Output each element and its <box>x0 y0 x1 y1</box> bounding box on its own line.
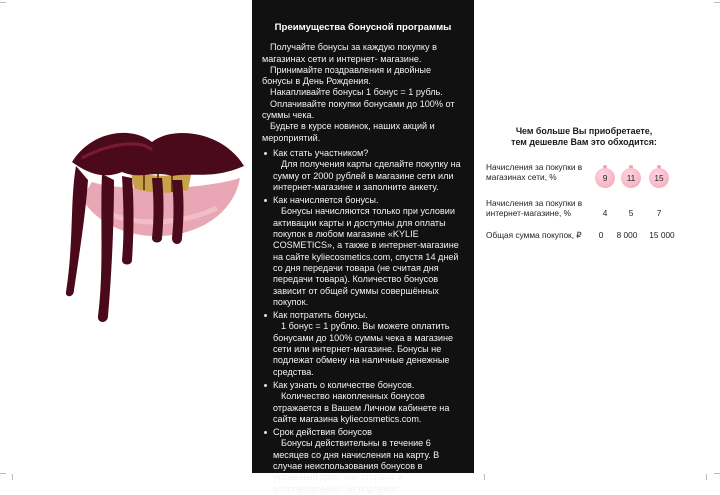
faq-list <box>262 148 464 495</box>
rate-value: 8 000 <box>616 230 638 240</box>
crop-mark <box>706 474 707 480</box>
bullet-icon <box>264 199 267 202</box>
bonus-rates-table <box>484 126 684 258</box>
rate-value: 5 <box>628 208 634 218</box>
faq-question: Как стать участником? <box>273 147 369 158</box>
rate-value: 0 <box>598 230 604 240</box>
panel-title: Преимущества бонусной программы <box>274 22 452 33</box>
row-label: Начисления за покупки в интернет-магазине, % <box>486 198 583 218</box>
rate-value: 7 <box>656 208 662 218</box>
table-row <box>484 196 684 228</box>
faq-answer: Бонусы действительны в течение 6 месяцев со дня начисления на карту. В случае неиспользования бонусов в указанный срок, они сгорают и восстановлению не подлежат. <box>273 438 440 494</box>
rate-value: 9 <box>602 173 608 183</box>
table-heading-line: Чем больше Вы приобретаете, <box>515 126 653 136</box>
faq-item <box>262 427 464 495</box>
crop-mark <box>714 473 720 474</box>
bullet-icon <box>264 314 267 317</box>
crop-mark <box>12 474 13 480</box>
row-label: Начисления за покупки в магазинах сети, % <box>486 162 583 182</box>
table-row <box>484 228 684 258</box>
intro-line: Накапливайте бонусы 1 бонус = 1 рубль. <box>270 87 443 98</box>
lips-illustration <box>52 120 252 330</box>
intro-line: Принимайте поздравления и двойные бонусы в День Рождения. <box>262 64 432 87</box>
bullet-icon <box>264 384 267 387</box>
row-label: Общая сумма покупок, ₽ <box>486 230 582 240</box>
table-heading-line: тем дешевле Вам это обходится: <box>511 137 657 147</box>
bullet-icon <box>264 431 267 434</box>
faq-question: Как узнать о количестве бонусов. <box>273 379 415 390</box>
table-row <box>484 160 684 196</box>
faq-item <box>262 195 464 308</box>
drip <box>152 178 164 243</box>
faq-question: Срок действия бонусов <box>273 427 372 438</box>
upper-lip <box>72 133 244 176</box>
table-heading <box>484 126 684 148</box>
faq-question: Как начисляется бонусы. <box>273 195 379 206</box>
rate-value: 4 <box>602 208 608 218</box>
faq-question: Как потратить бонусы. <box>273 310 368 321</box>
faq-item <box>262 310 464 378</box>
rate-value: 15 000 <box>649 230 675 240</box>
drip <box>122 176 134 265</box>
drip <box>66 166 88 296</box>
faq-item <box>262 148 464 193</box>
intro-line: Будьте в курсе новинок, наших акций и мероприятий. <box>262 121 435 143</box>
faq-answer: Количество накопленных бонусов отражается в Вашем Личном кабинете на сайте магазина kyliecosmetics.com. <box>273 391 450 424</box>
intro-text <box>262 42 464 144</box>
intro-line: Получайте бонусы за каждую покупку в магазинах сети и интернет- магазине. <box>262 42 437 64</box>
crop-mark <box>714 2 720 3</box>
intro-line: Оплачивайте покупки бонусами до 100% от суммы чека. <box>262 98 455 121</box>
faq-item <box>262 380 464 425</box>
faq-answer: Для получения карты сделайте покупку на сумму от 2000 рублей в магазине сети или интернет-магазине и заполните анкету. <box>273 159 461 192</box>
rate-value: 11 <box>626 173 636 183</box>
bonus-program-panel <box>252 0 474 494</box>
crop-mark <box>0 473 6 474</box>
faq-answer: 1 бонус = 1 рублю. Вы можете оплатить бонусами до 100% суммы чека в магазине сети или интернет-магазине. Бонусы не подлежат обмену на наличные денежные средства. <box>273 321 454 377</box>
crop-mark <box>484 474 485 480</box>
crop-mark <box>0 2 6 3</box>
drip <box>172 180 184 244</box>
rate-value: 15 <box>654 173 664 183</box>
bullet-icon <box>264 152 267 155</box>
faq-answer: Бонусы начисляются только при условии активации карты и доступны для оплаты покупок в любом магазине «KYLIE COSMETICS», а также в интернет-магазине на сайте kyliecosmetics.com, спустя 14 дней со дня передачи товара (не считая дня передачи товара). Количество бонусов зависит от общей суммы совершённых покупок. <box>273 206 459 307</box>
